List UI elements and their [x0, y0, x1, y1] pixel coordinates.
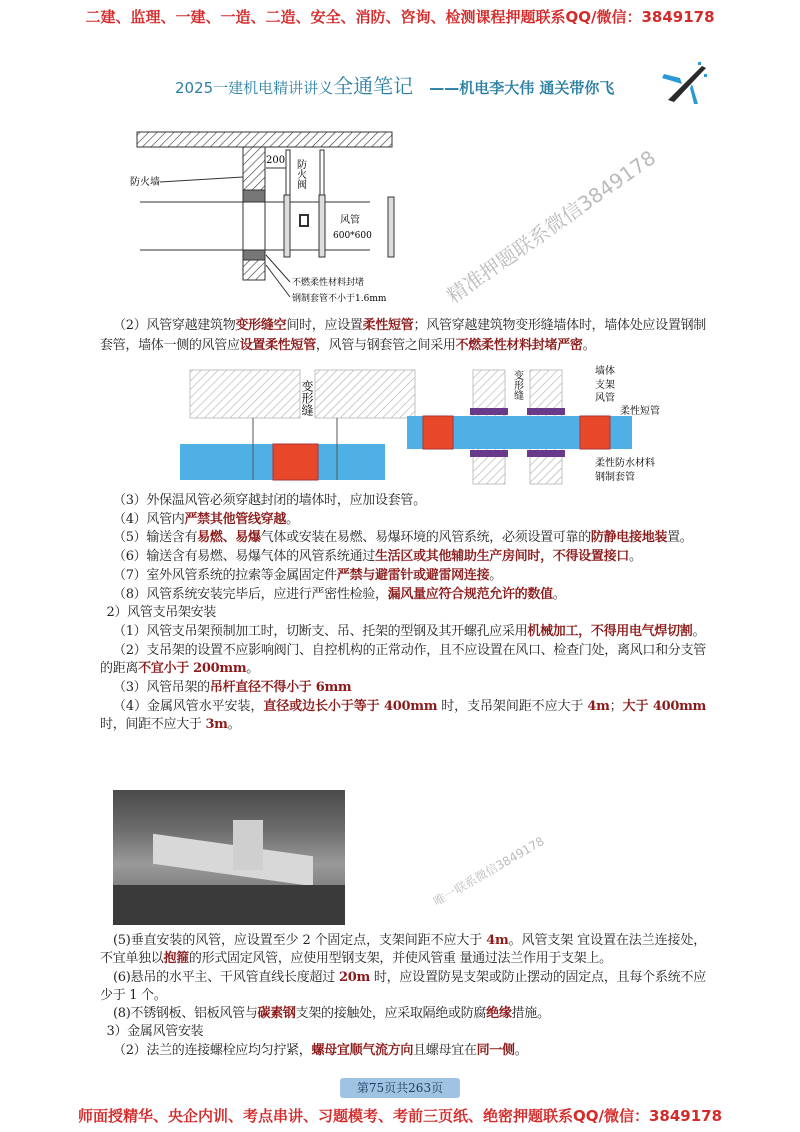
text-segment: （2）风管穿越建筑物 [113, 318, 236, 333]
fire-wall-label: 防火墙 [130, 177, 160, 188]
text-segment: 。 [552, 586, 566, 602]
duct-installation-photo [113, 790, 345, 925]
highlighted-text: 机械加工，不得用电气焊切割 [527, 623, 693, 639]
highlighted-text: 3m [205, 717, 228, 733]
text-segment: ，风管与钢套管之间采用 [315, 337, 456, 353]
text-segment: （4）风管内 [113, 511, 185, 527]
label-flexible-joint: 柔性短管 [620, 406, 660, 417]
paragraph [100, 548, 706, 567]
section-a [100, 316, 706, 355]
header-title: 全通笔记 [333, 74, 414, 98]
section-b [100, 492, 706, 735]
text-segment: 3）金属风管安装 [106, 1024, 204, 1040]
highlighted-text: 吊杆直径不得小于 6mm [209, 680, 352, 696]
paragraph [100, 679, 706, 698]
highlighted-text: 绝缘 [486, 1006, 512, 1022]
sleeve-label: 钢制套管不小于1.6mm [292, 294, 387, 304]
text-segment: 。 [582, 337, 596, 353]
text-segment: (5)垂直安装的风管，应设置至少 2 个固定点，支架间距不应大于 [113, 933, 487, 948]
label-duct: 风管 [595, 393, 615, 404]
text-segment: (6)悬吊的水平主、干风管直线长度超过 [113, 969, 339, 985]
text-segment: 。风管支架 宜设置在法兰连接处，不宜单独以 [100, 933, 706, 967]
paragraph [100, 529, 706, 548]
highlighted-text: 碳素钢 [257, 1006, 296, 1022]
fire-wall-duct-diagram [130, 125, 410, 310]
highlighted-text: 同一侧 [476, 1042, 515, 1058]
text-segment: （1）风管支吊架预制加工时，切断支、吊、托架的型钢及其开螺孔应采用 [113, 623, 528, 639]
highlighted-text: 直径或边长小于等于 400mm [263, 698, 438, 714]
highlighted-text: 漏风量应符合规范允许的数值 [387, 586, 553, 602]
joint-label-left: 变形缝 [300, 380, 314, 416]
section-heading [100, 1023, 706, 1041]
paragraph [100, 932, 706, 969]
section-heading [100, 604, 706, 623]
text-segment: （2）支吊架的设置不应影响阀门、自控机构的正常动作，且不应设置在风口、检查门处，离风口和分支管的距离 [100, 642, 706, 677]
deformation-joint-diagram [175, 362, 675, 488]
highlighted-text: 不宜小于 200mm [138, 661, 247, 677]
text-segment: ； [609, 698, 623, 714]
header-slogan: ——机电李大伟 通关带你飞 [429, 79, 615, 97]
text-segment: （2）法兰的连接螺栓应均匀拧紧， [113, 1042, 312, 1058]
highlighted-text: 严禁与避雷针或避雷网连接 [336, 567, 490, 583]
paragraph [100, 698, 706, 735]
text-segment: 。 [692, 623, 706, 639]
highlighted-text: 严禁其他管线穿越 [184, 511, 287, 527]
highlighted-text: 柔性短管 [362, 318, 414, 333]
label-steel-sleeve: 钢制套管 [595, 472, 635, 483]
section-c [100, 932, 706, 1060]
highlighted-text: 20m [338, 969, 370, 985]
paragraph [100, 511, 706, 530]
bottom-banner: 师面授精华、央企内训、考点串讲、习题模考、考前三页纸、绝密押题联系QQ/微信：3849178 [77, 1107, 723, 1125]
seal-label: 不燃柔性材料封堵 [292, 278, 365, 288]
duct-label: 风管 [340, 215, 360, 226]
paragraph [100, 969, 706, 1006]
highlighted-text: 防静电接地装 [590, 530, 668, 546]
text-segment: 。 [227, 717, 241, 733]
text-segment: （3）风管吊架的 [113, 680, 210, 696]
top-banner: 二建、监理、一建、一造、二造、安全、消防、咨询、检测课程押题联系QQ/微信：3849178 [85, 8, 715, 26]
highlighted-text: 4m [486, 933, 509, 948]
text-segment: 气体或安装在易燃、易爆环境的风管系统，必须设置可靠的 [260, 530, 591, 546]
label-bracket: 支架 [595, 380, 615, 391]
fire-damper-label: 防火阀 [294, 159, 306, 189]
page-indicator: 第75页共263页 [340, 1078, 460, 1098]
text-segment: 措施。 [511, 1006, 550, 1022]
text-segment: （6）输送含有易燃、易爆气体的风管系统通过 [113, 549, 375, 565]
text-segment: （4）金属风管水平安装， [113, 698, 264, 714]
text-segment: 。 [514, 1042, 528, 1058]
text-segment: 时，间距不应大于 [100, 717, 206, 733]
text-segment: 时，应设置防晃支架或防止摆动的固定点，且每个系统不应少于 1 个。 [100, 969, 706, 1003]
watermark-right: 唯一联系微信3849178 [431, 834, 547, 909]
highlighted-text: 大于 400mm [622, 698, 706, 714]
text-segment: 置。 [667, 530, 693, 546]
paragraph [100, 642, 706, 679]
text-segment: 。 [489, 567, 502, 583]
text-segment: 。 [286, 511, 299, 527]
text-segment: 支架的接触处，应采取隔绝或防腐 [295, 1006, 487, 1022]
paragraph [100, 1042, 706, 1060]
paragraph [100, 567, 706, 586]
text-segment: 时，支吊架间距不应大于 [437, 698, 588, 714]
text-segment: （7）室外风管系统的拉索等金属固定件 [113, 567, 337, 583]
highlighted-text: 易燃、易爆 [197, 530, 261, 546]
duct-size-label: 600*600 [333, 231, 372, 241]
text-segment: （3）外保温风管必须穿越封闭的墙体时，应加设套管。 [113, 493, 426, 508]
paragraph [100, 623, 706, 642]
highlighted-text: 不燃柔性材料封堵严密 [455, 337, 583, 353]
text-segment: 间时，应设置 [286, 318, 363, 333]
highlighted-text: 生活区或其他辅助生产房间时，不得设置接口 [374, 549, 629, 565]
paragraph [100, 316, 706, 355]
highlighted-text: 设置柔性短管 [239, 337, 316, 353]
text-segment: 。 [246, 661, 259, 677]
highlighted-text: 抱箍 [163, 951, 189, 967]
paragraph [100, 492, 706, 511]
text-segment: 的形式固定风管，应使用型钢支架，并使风管重 量通过法兰作用于支架上。 [188, 951, 612, 967]
label-wall: 墙体 [595, 366, 615, 377]
paragraph [100, 586, 706, 605]
highlighted-text: 变形缝空 [235, 318, 287, 333]
dimension-label: 200 [266, 155, 286, 166]
text-segment: ；风管穿越建筑物变形缝墙体时，墙体处应设置钢制套管，墙体一侧的风管应 [100, 318, 706, 353]
text-segment: （5）输送含有 [113, 530, 198, 546]
text-segment: 且螺母宜在 [413, 1042, 477, 1058]
page-header [175, 70, 614, 99]
highlighted-text: 螺母宜顺气流方向 [311, 1042, 414, 1058]
text-segment: 2）风管支吊架安装 [106, 605, 217, 621]
text-segment: 。 [629, 549, 642, 565]
airplane-logo-icon [660, 60, 710, 105]
text-segment: （8）风管系统安装完毕后，应进行严密性检验， [113, 586, 388, 602]
header-prefix: 2025一建机电精讲讲义 [175, 79, 334, 97]
text-segment: (8)不锈钢板、铝板风管与 [113, 1006, 258, 1022]
watermark-center: 精准押题联系微信3849178 [442, 145, 661, 308]
highlighted-text: 4m [587, 698, 610, 714]
paragraph [100, 1005, 706, 1023]
label-waterproof: 柔性防水材料 [595, 458, 655, 469]
joint-label-right: 变形缝 [511, 370, 523, 400]
